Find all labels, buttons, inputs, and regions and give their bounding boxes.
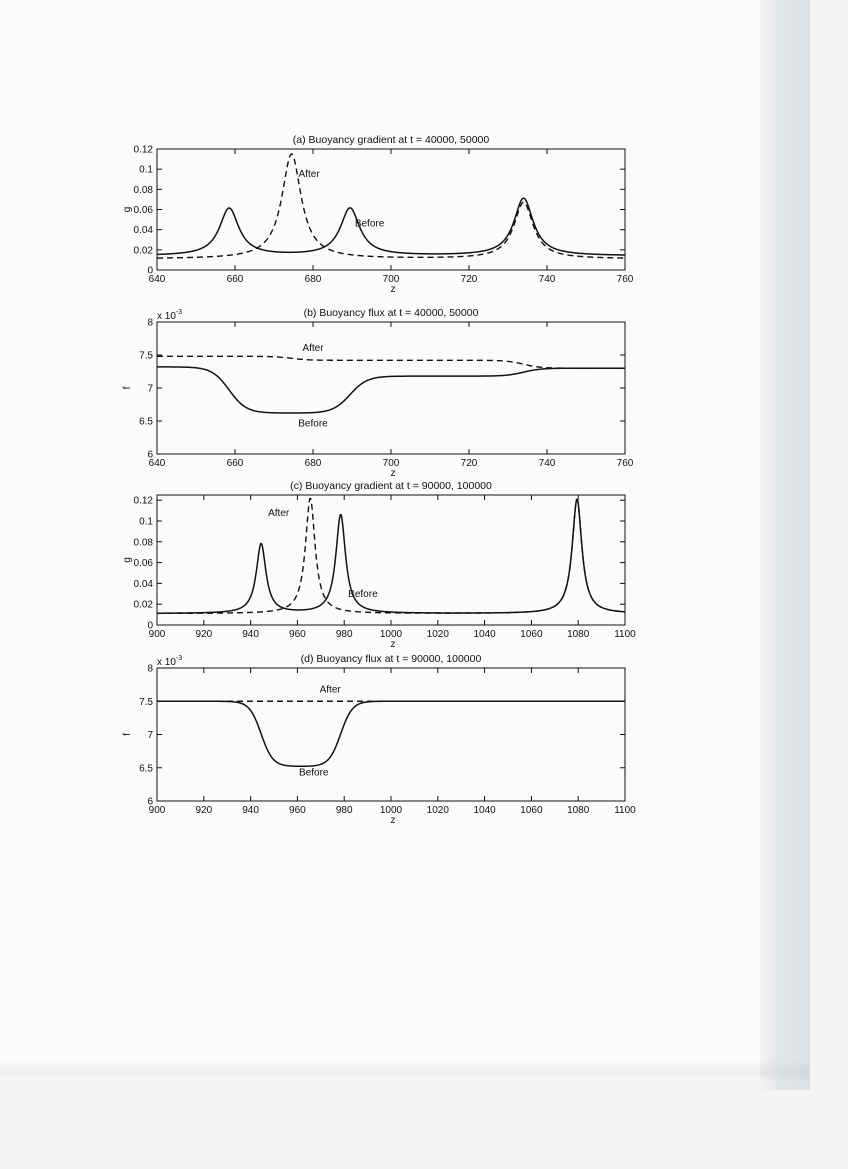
y-tick-label: 0.04: [133, 225, 153, 237]
y-tick-label: 0.08: [133, 537, 153, 549]
x-tick-label: 1000: [379, 805, 403, 816]
panel-title: (b) Buoyancy flux at t = 40000, 50000: [303, 307, 479, 319]
y-tick-label: 8: [147, 317, 153, 329]
annotation-before: Before: [299, 767, 329, 779]
x-tick-label: 960: [289, 629, 306, 640]
y-tick-label: 0.08: [133, 184, 153, 196]
y-tick-label: 0.02: [133, 245, 153, 257]
x-axis-label: z: [390, 468, 396, 479]
x-tick-label: 1080: [567, 805, 590, 816]
y-axis-label: f: [122, 386, 133, 390]
y-axis-label: g: [122, 557, 133, 563]
y-tick-label: 0: [147, 620, 153, 632]
x-tick-label: 1100: [614, 629, 636, 640]
panel-title: (c) Buoyancy gradient at t = 90000, 100000: [290, 480, 492, 492]
panel-title: (d) Buoyancy flux at t = 90000, 100000: [300, 653, 482, 665]
y-tick-label: 0.06: [133, 205, 153, 216]
x-tick-label: 1060: [520, 805, 543, 816]
plot-frame: [157, 668, 625, 801]
y-tick-label: 6: [147, 449, 153, 461]
y-tick-label: 0.02: [133, 599, 153, 611]
panel-b: [122, 307, 634, 479]
x-tick-label: 680: [304, 274, 322, 285]
x-axis-label: z: [390, 639, 396, 650]
exponent-label: x $10^{-3}$: [157, 655, 183, 668]
panel-title: (a) Buoyancy gradient at t = 40000, 50000: [292, 134, 490, 146]
x-tick-label: 980: [335, 805, 353, 816]
x-tick-label: 1020: [426, 629, 449, 640]
x-tick-label: 720: [460, 274, 478, 285]
x-tick-label: 940: [242, 805, 259, 816]
y-tick-label: 0.1: [139, 516, 153, 528]
x-tick-label: 920: [195, 805, 213, 816]
annotation-before: Before: [298, 418, 328, 430]
x-tick-label: 740: [538, 458, 556, 469]
x-tick-label: 960: [289, 805, 306, 816]
x-tick-label: 940: [242, 629, 259, 640]
x-tick-label: 900: [148, 629, 166, 640]
x-tick-label: 720: [460, 458, 478, 469]
y-tick-label: 6.5: [139, 416, 153, 428]
y-tick-label: 0.04: [133, 578, 153, 590]
x-tick-label: 760: [616, 274, 634, 285]
y-tick-label: 7.5: [139, 696, 153, 708]
x-tick-label: 980: [335, 629, 353, 640]
series-before-line: [157, 198, 625, 255]
y-axis-label: g: [122, 206, 133, 213]
x-tick-label: 700: [382, 274, 400, 285]
annotation-after: After: [319, 684, 341, 696]
panel-a: [122, 134, 634, 295]
y-tick-label: 6.5: [139, 763, 153, 775]
x-tick-label: 1040: [473, 805, 496, 816]
x-axis-label: z: [390, 815, 396, 826]
x-tick-label: 900: [148, 805, 166, 816]
x-tick-label: 660: [226, 458, 244, 469]
x-axis-label: z: [390, 284, 396, 295]
x-tick-label: 1080: [567, 629, 590, 640]
x-tick-label: 760: [616, 458, 634, 469]
y-axis-label: f: [122, 733, 133, 736]
annotation-after: After: [268, 507, 290, 519]
annotation-before: Before: [348, 588, 378, 600]
y-tick-label: 7: [147, 730, 153, 741]
x-tick-label: 640: [148, 458, 166, 469]
y-tick-label: 7.5: [139, 350, 153, 362]
y-tick-label: 0.1: [139, 164, 153, 176]
series-after-line: [157, 356, 625, 368]
x-tick-label: 1040: [473, 629, 496, 640]
x-tick-label: 680: [304, 458, 322, 469]
annotation-before: Before: [354, 218, 385, 230]
y-tick-label: 0.12: [133, 144, 153, 156]
panel-d: [122, 653, 636, 826]
panel-c: [122, 480, 636, 650]
annotation-after: After: [298, 169, 320, 181]
x-tick-label: 740: [538, 274, 556, 285]
y-tick-label: 7: [147, 383, 153, 395]
annotation-after: After: [302, 343, 324, 355]
y-tick-label: 0.06: [133, 558, 153, 570]
series-after-line: [157, 154, 625, 258]
series-after-line: [157, 499, 625, 614]
x-tick-label: 920: [195, 629, 213, 640]
x-tick-label: 1060: [520, 629, 543, 640]
y-tick-label: 8: [147, 663, 153, 675]
x-tick-label: 1020: [426, 805, 449, 816]
y-tick-label: 0.12: [133, 495, 153, 507]
series-before-line: [157, 500, 625, 614]
x-tick-label: 1000: [379, 629, 403, 640]
y-tick-label: 0: [147, 265, 153, 277]
exponent-label: x $10^{-3}$: [157, 309, 183, 322]
series-before-line: [157, 367, 625, 413]
y-tick-label: 6: [147, 796, 153, 808]
x-tick-label: 1100: [614, 805, 636, 816]
x-tick-label: 700: [382, 458, 400, 469]
x-tick-label: 660: [226, 274, 244, 285]
series-before-line: [157, 701, 625, 766]
x-tick-label: 640: [148, 274, 166, 285]
